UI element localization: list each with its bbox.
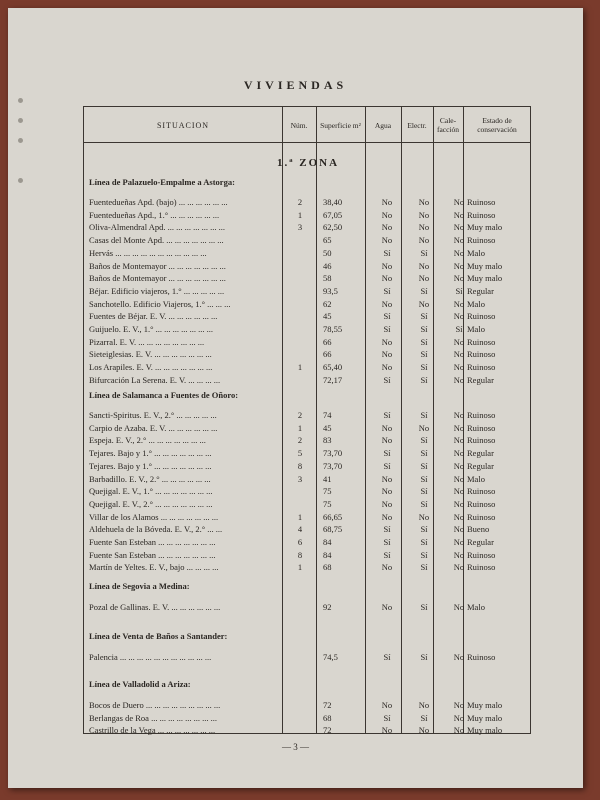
- table-row: [84, 196, 532, 208]
- cell-estado: Ruinoso: [467, 549, 496, 560]
- cell-agua: Sí: [383, 410, 391, 420]
- cell-num: 5: [297, 448, 303, 459]
- cell-estado: Ruinoso: [467, 235, 496, 246]
- cell-location: Sieteiglesias. E. V. ... ... ... ... ... ... ...: [89, 349, 212, 360]
- cell-estado: Regular: [467, 285, 494, 296]
- cell-location: Baños de Montemayor ... ... ... ... ... ... ...: [89, 273, 226, 284]
- table-row: [84, 523, 532, 535]
- cell-calefaccion: No: [453, 498, 465, 509]
- cell-estado: Regular: [467, 374, 494, 385]
- cell-location: Fuentes de Béjar. E. V. ... ... ... ... ... ...: [89, 311, 218, 322]
- cell-location: Hervás ... ... ... ... ... ... ... ... ... ... ...: [89, 247, 207, 258]
- cell-location: Berlangas de Roa ... ... ... ... ... ... ... ...: [89, 712, 217, 723]
- cell-superficie: 72: [323, 725, 332, 736]
- cell-agua: No: [381, 273, 393, 284]
- table-row: [84, 651, 532, 663]
- cell-calefaccion: No: [453, 602, 465, 612]
- section-title: Línea de Salamanca a Fuentes de Oñoro:: [89, 390, 239, 400]
- table-row: [84, 724, 532, 736]
- cell-estado: Malo: [467, 602, 485, 612]
- cell-num: 1: [297, 209, 303, 220]
- cell-superficie: 66: [323, 349, 332, 360]
- table-row: [84, 712, 532, 724]
- cell-superficie: 92: [323, 602, 332, 612]
- cell-location: Fuente San Esteban ... ... ... ... ... ... ...: [89, 549, 216, 560]
- cell-electr: Sí: [420, 473, 428, 484]
- cell-agua: No: [381, 349, 393, 360]
- punch-hole: [18, 138, 23, 143]
- cell-superficie: 75: [323, 498, 332, 509]
- cell-calefaccion: No: [453, 298, 465, 309]
- cell-num: 1: [297, 562, 303, 573]
- cell-superficie: 74: [323, 410, 332, 420]
- cell-estado: Muy malo: [467, 222, 503, 233]
- cell-superficie: 67,05: [323, 209, 343, 220]
- cell-num: 3: [297, 473, 303, 484]
- cell-estado: Ruinoso: [467, 336, 496, 347]
- cell-agua: No: [381, 222, 393, 233]
- cell-num: 1: [297, 511, 303, 522]
- cell-calefaccion: No: [453, 235, 465, 246]
- cell-electr: Sí: [420, 336, 428, 347]
- cell-estado: Muy malo: [467, 700, 503, 710]
- cell-num: 4: [297, 524, 303, 535]
- cell-electr: Sí: [420, 435, 428, 446]
- cell-electr: No: [418, 209, 430, 220]
- cell-electr: Sí: [420, 311, 428, 322]
- table-row: [84, 348, 532, 360]
- cell-estado: Ruinoso: [467, 498, 496, 509]
- cell-location: Guijuelo. E. V., 1.° ... ... ... ... ... ... ...: [89, 324, 213, 334]
- cell-superficie: 65: [323, 235, 332, 246]
- cell-agua: No: [381, 422, 393, 433]
- table-row: [84, 473, 532, 485]
- cell-agua: No: [381, 725, 393, 736]
- cell-agua: Sí: [383, 324, 391, 334]
- cell-calefaccion: No: [453, 486, 465, 497]
- cell-estado: Malo: [467, 473, 485, 484]
- cell-superficie: 72: [323, 700, 332, 710]
- section-title: Línea de Valladolid a Ariza:: [89, 679, 191, 689]
- cell-estado: Ruinoso: [467, 209, 496, 220]
- table-row: [84, 434, 532, 446]
- cell-electr: Sí: [420, 410, 428, 420]
- cell-location: Tejares. Bajo y 1.° ... ... ... ... ... ... ...: [89, 448, 212, 459]
- cell-electr: Sí: [420, 362, 428, 373]
- cell-estado: Ruinoso: [467, 435, 496, 446]
- cell-location: Quejigal. E. V., 1.° ... ... ... ... ... ... ...: [89, 486, 213, 497]
- cell-calefaccion: No: [453, 725, 465, 736]
- cell-estado: Bueno: [467, 524, 490, 535]
- cell-calefaccion: No: [453, 537, 465, 547]
- cell-electr: Sí: [420, 460, 428, 471]
- cell-estado: Malo: [467, 298, 485, 309]
- cell-electr: Sí: [420, 486, 428, 497]
- cell-agua: No: [381, 498, 393, 509]
- cell-superficie: 93,5: [323, 285, 338, 296]
- cell-electr: No: [418, 273, 430, 284]
- table-row: [84, 511, 532, 523]
- cell-location: Pozal de Gallinas. E. V. ... ... ... ... ... ...: [89, 602, 221, 612]
- cell-agua: No: [381, 562, 393, 573]
- cell-electr: Sí: [420, 285, 428, 296]
- cell-superficie: 38,40: [323, 197, 343, 207]
- cell-superficie: 45: [323, 422, 332, 433]
- cell-estado: Ruinoso: [467, 486, 496, 497]
- table-row: [84, 209, 532, 221]
- cell-superficie: 75: [323, 486, 332, 497]
- cell-agua: No: [381, 511, 393, 522]
- cell-calefaccion: Sí: [455, 324, 463, 334]
- cell-agua: No: [381, 209, 393, 220]
- cell-location: Los Arapiles. E. V. ... ... ... ... ... ... ...: [89, 362, 213, 373]
- cell-location: Palencia ... ... ... ... ... ... ... ... ... ... ...: [89, 652, 212, 662]
- housing-table: [83, 106, 531, 734]
- cell-calefaccion: No: [453, 209, 465, 220]
- table-row: [84, 549, 532, 561]
- cell-location: Villar de los Alamos ... ... ... ... ... ... ...: [89, 511, 219, 522]
- cell-superficie: 74,5: [323, 652, 338, 662]
- cell-agua: Sí: [383, 460, 391, 471]
- cell-superficie: 68: [323, 562, 332, 573]
- cell-agua: Sí: [383, 374, 391, 385]
- cell-calefaccion: No: [453, 311, 465, 322]
- cell-superficie: 45: [323, 311, 332, 322]
- table-row: [84, 374, 532, 386]
- cell-num: 8: [297, 549, 303, 560]
- cell-calefaccion: No: [453, 562, 465, 573]
- cell-calefaccion: No: [453, 700, 465, 710]
- cell-electr: Sí: [420, 712, 428, 723]
- table-row: [84, 221, 532, 233]
- cell-num: 6: [297, 537, 303, 547]
- table-row: [84, 561, 532, 573]
- cell-electr: No: [418, 422, 430, 433]
- table-row: [84, 460, 532, 472]
- cell-agua: No: [381, 336, 393, 347]
- section-title: Línea de Palazuelo-Empalme a Astorga:: [89, 177, 235, 187]
- cell-superficie: 84: [323, 537, 332, 547]
- cell-electr: No: [418, 235, 430, 246]
- cell-location: Bifurcación La Serena. E. V. ... ... ... ...: [89, 374, 221, 385]
- cell-estado: Muy malo: [467, 260, 503, 271]
- table-row: [84, 298, 532, 310]
- table-row: [84, 601, 532, 613]
- cell-estado: Ruinoso: [467, 422, 496, 433]
- cell-location: Pizarral. E. V. ... ... ... ... ... ... ... ...: [89, 336, 205, 347]
- cell-estado: Ruinoso: [467, 311, 496, 322]
- cell-location: Carpio de Azaba. E. V. ... ... ... ... ... ...: [89, 422, 218, 433]
- cell-agua: No: [381, 260, 393, 271]
- cell-electr: Sí: [420, 652, 428, 662]
- cell-agua: No: [381, 602, 393, 612]
- header-calefaccion: Cale- facción: [436, 116, 460, 134]
- cell-estado: Muy malo: [467, 273, 503, 284]
- cell-location: Espeja. E. V., 2.° ... ... ... ... ... ... ...: [89, 435, 206, 446]
- cell-calefaccion: Sí: [455, 285, 463, 296]
- zone-heading: 1.ª ZONA: [276, 157, 340, 169]
- cell-num: 8: [297, 460, 303, 471]
- punch-hole: [18, 118, 23, 123]
- header-estado: Estado de conservación: [477, 116, 517, 134]
- cell-superficie: 41: [323, 473, 332, 484]
- cell-superficie: 58: [323, 273, 332, 284]
- cell-agua: No: [381, 435, 393, 446]
- cell-agua: Sí: [383, 247, 391, 258]
- cell-agua: No: [381, 235, 393, 246]
- cell-estado: Regular: [467, 460, 494, 471]
- cell-electr: No: [418, 298, 430, 309]
- cell-electr: No: [418, 260, 430, 271]
- cell-location: Baños de Montemayor ... ... ... ... ... ... ...: [89, 260, 226, 271]
- cell-calefaccion: No: [453, 473, 465, 484]
- table-row: [84, 285, 532, 297]
- cell-electr: No: [418, 700, 430, 710]
- document-page: [8, 8, 583, 788]
- cell-calefaccion: No: [453, 652, 465, 662]
- cell-calefaccion: No: [453, 435, 465, 446]
- cell-electr: No: [418, 511, 430, 522]
- cell-estado: Regular: [467, 448, 494, 459]
- cell-agua: Sí: [383, 652, 391, 662]
- cell-agua: No: [381, 700, 393, 710]
- table-row: [84, 260, 532, 272]
- cell-estado: Muy malo: [467, 725, 503, 736]
- cell-superficie: 62,50: [323, 222, 343, 233]
- cell-superficie: 62: [323, 298, 332, 309]
- cell-superficie: 65,40: [323, 362, 343, 373]
- cell-superficie: 66: [323, 336, 332, 347]
- cell-num: 2: [297, 435, 303, 446]
- cell-agua: Sí: [383, 524, 391, 535]
- cell-superficie: 84: [323, 549, 332, 560]
- cell-agua: No: [381, 362, 393, 373]
- cell-estado: Malo: [467, 324, 485, 334]
- cell-calefaccion: No: [453, 460, 465, 471]
- cell-electr: No: [418, 197, 430, 207]
- header-num: Núm.: [290, 120, 308, 130]
- punch-hole: [18, 178, 23, 183]
- page-title: VIVIENDAS: [243, 78, 348, 92]
- cell-electr: Sí: [420, 324, 428, 334]
- table-row: [84, 409, 532, 421]
- cell-estado: Muy malo: [467, 712, 503, 723]
- cell-calefaccion: No: [453, 422, 465, 433]
- page-number: — 3 —: [282, 742, 309, 752]
- cell-electr: Sí: [420, 448, 428, 459]
- cell-superficie: 73,70: [323, 460, 343, 471]
- table-row: [84, 447, 532, 459]
- cell-superficie: 46: [323, 260, 332, 271]
- cell-electr: Sí: [420, 524, 428, 535]
- cell-electr: No: [418, 725, 430, 736]
- cell-location: Oliva-Almendral Apd. ... ... ... ... ... ... ...: [89, 222, 225, 233]
- cell-calefaccion: No: [453, 222, 465, 233]
- cell-electr: Sí: [420, 498, 428, 509]
- punch-hole: [18, 98, 23, 103]
- header-superficie: Superficie m²: [320, 120, 361, 130]
- cell-superficie: 78,55: [323, 324, 343, 334]
- cell-num: 3: [297, 222, 303, 233]
- cell-superficie: 50: [323, 247, 332, 258]
- cell-calefaccion: No: [453, 336, 465, 347]
- header-agua: Agua: [374, 120, 392, 130]
- cell-agua: No: [381, 298, 393, 309]
- cell-electr: Sí: [420, 349, 428, 360]
- section-title: Línea de Venta de Baños a Santander:: [89, 631, 228, 641]
- cell-calefaccion: No: [453, 349, 465, 360]
- cell-calefaccion: No: [453, 410, 465, 420]
- cell-electr: Sí: [420, 537, 428, 547]
- cell-estado: Regular: [467, 537, 494, 547]
- table-row: [84, 323, 532, 335]
- cell-superficie: 73,70: [323, 448, 343, 459]
- cell-superficie: 68: [323, 712, 332, 723]
- cell-calefaccion: No: [453, 448, 465, 459]
- header-electr: Electr.: [407, 120, 427, 130]
- cell-num: 2: [297, 197, 303, 207]
- cell-estado: Ruinoso: [467, 410, 496, 420]
- cell-estado: Ruinoso: [467, 349, 496, 360]
- cell-estado: Ruinoso: [467, 652, 496, 662]
- cell-calefaccion: No: [453, 549, 465, 560]
- cell-estado: Ruinoso: [467, 511, 496, 522]
- cell-location: Casas del Monte Apd. ... ... ... ... ... ... ...: [89, 235, 224, 246]
- cell-num: 1: [297, 422, 303, 433]
- cell-superficie: 68,75: [323, 524, 343, 535]
- cell-calefaccion: No: [453, 524, 465, 535]
- cell-estado: Ruinoso: [467, 562, 496, 573]
- cell-calefaccion: No: [453, 511, 465, 522]
- cell-calefaccion: No: [453, 374, 465, 385]
- cell-location: Fuentedueñas Apd., 1.° ... ... ... ... ... ...: [89, 209, 220, 220]
- cell-location: Castrillo de la Vega ... ... ... ... ... ... ...: [89, 725, 216, 736]
- cell-agua: No: [381, 486, 393, 497]
- cell-agua: Sí: [383, 537, 391, 547]
- table-row: [84, 485, 532, 497]
- table-row: [84, 247, 532, 259]
- cell-electr: Sí: [420, 374, 428, 385]
- cell-location: Fuentedueñas Apd. (bajo) ... ... ... ... ... ...: [89, 197, 228, 207]
- cell-agua: No: [381, 197, 393, 207]
- cell-num: 1: [297, 362, 303, 373]
- cell-location: Sancti-Spiritus. E. V., 2.° ... ... ... ... ...: [89, 410, 217, 420]
- cell-calefaccion: No: [453, 362, 465, 373]
- cell-agua: No: [381, 473, 393, 484]
- cell-agua: Sí: [383, 448, 391, 459]
- cell-estado: Malo: [467, 247, 485, 258]
- table-row: [84, 272, 532, 284]
- cell-location: Tejares. Bajo y 1.° ... ... ... ... ... ... ...: [89, 460, 212, 471]
- section-title: Línea de Segovia a Medina:: [89, 581, 190, 591]
- cell-location: Barbadillo. E. V., 2.° ... ... ... ... ... ...: [89, 473, 211, 484]
- cell-superficie: 83: [323, 435, 332, 446]
- cell-location: Martín de Yeltes. E. V., bajo ... ... ... ...: [89, 562, 219, 573]
- table-row: [84, 310, 532, 322]
- cell-location: Quejigal. E. V., 2.° ... ... ... ... ... ... ...: [89, 498, 213, 509]
- cell-estado: Ruinoso: [467, 362, 496, 373]
- cell-agua: Sí: [383, 285, 391, 296]
- table-header: [84, 107, 530, 143]
- cell-electr: Sí: [420, 562, 428, 573]
- cell-num: 2: [297, 410, 303, 420]
- cell-electr: Sí: [420, 549, 428, 560]
- header-situacion: SITUACION: [156, 120, 210, 130]
- cell-calefaccion: No: [453, 712, 465, 723]
- table-row: [84, 536, 532, 548]
- table-row: [84, 498, 532, 510]
- cell-electr: Sí: [420, 247, 428, 258]
- cell-calefaccion: No: [453, 247, 465, 258]
- table-row: [84, 336, 532, 348]
- cell-electr: Sí: [420, 602, 428, 612]
- cell-location: Sanchotello. Edificio Viajeros, 1.° ... ... ...: [89, 298, 231, 309]
- cell-electr: No: [418, 222, 430, 233]
- cell-location: Fuente San Esteban ... ... ... ... ... ... ...: [89, 537, 216, 547]
- table-row: [84, 422, 532, 434]
- cell-calefaccion: No: [453, 273, 465, 284]
- cell-location: Bocos de Duero ... ... ... ... ... ... ... ... ...: [89, 700, 221, 710]
- table-row: [84, 699, 532, 711]
- cell-calefaccion: No: [453, 260, 465, 271]
- cell-location: Aldehuela de la Bóveda. E. V., 2.° ... ...: [89, 524, 223, 535]
- table-row: [84, 361, 532, 373]
- cell-agua: Sí: [383, 712, 391, 723]
- cell-calefaccion: No: [453, 197, 465, 207]
- cell-superficie: 66,65: [323, 511, 343, 522]
- cell-estado: Ruinoso: [467, 197, 496, 207]
- cell-superficie: 72,17: [323, 374, 343, 385]
- cell-agua: Sí: [383, 549, 391, 560]
- table-row: [84, 234, 532, 246]
- cell-location: Béjar. Edificio viajeros, 1.° ... ... ... ... ...: [89, 285, 225, 296]
- cell-agua: Sí: [383, 311, 391, 322]
